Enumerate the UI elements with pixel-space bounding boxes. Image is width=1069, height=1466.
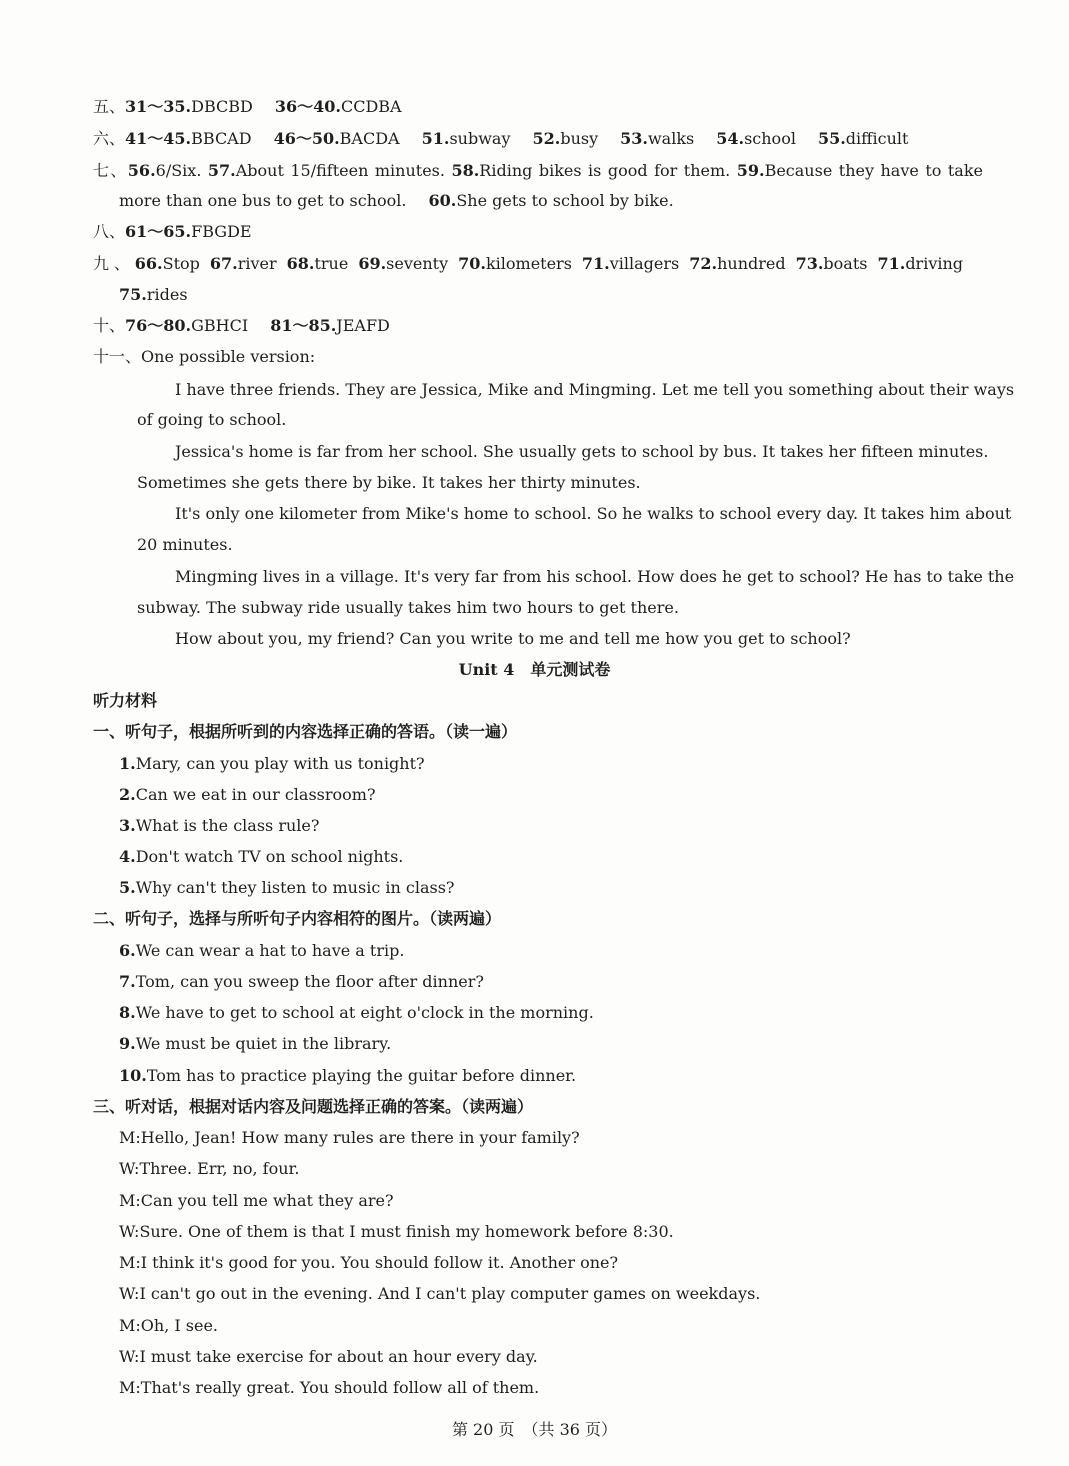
answer-line-7: 七、56.6/Six. 57.About 15/fifteen minutes. 58.Riding bikes is good for them. 59.Because they have to take <box>93 161 983 180</box>
dialogue-line: M:Oh, I see. <box>119 1316 219 1335</box>
part2-item: 8.We have to get to school at eight o'clock in the morning. <box>119 1003 594 1022</box>
essay-p4-line2: subway. The subway ride usually takes him two hours to get there. <box>137 598 679 617</box>
part2-item: 6.We can wear a hat to have a trip. <box>119 941 405 960</box>
dialogue-line: M:I think it's good for you. You should follow it. Another one? <box>119 1253 619 1272</box>
essay-p1-line2: of going to school. <box>137 410 287 429</box>
part2-item: 10.Tom has to practice playing the guitar before dinner. <box>119 1066 577 1085</box>
part1-item: 1.Mary, can you play with us tonight? <box>119 754 425 773</box>
essay-p5: How about you, my friend? Can you write to me and tell me how you get to school? <box>175 629 851 648</box>
essay-p2-line1: Jessica's home is far from her school. She usually gets to school by bus. It takes her fifteen minutes. <box>175 442 989 461</box>
listening-heading: 听力材料 <box>93 691 158 710</box>
dialogue-line: W:I can't go out in the evening. And I can't play computer games on weekdays. <box>119 1284 761 1303</box>
part2-item: 9.We must be quiet in the library. <box>119 1034 392 1053</box>
part1-item: 2.Can we eat in our classroom? <box>119 785 376 804</box>
answer-line-11: 十一、One possible version: <box>93 347 316 366</box>
dialogue-line: W:I must take exercise for about an hour every day. <box>119 1347 538 1366</box>
dialogue-line: M:That's really great. You should follow all of them. <box>119 1378 540 1397</box>
essay-p3-line2: 20 minutes. <box>137 535 233 554</box>
dialogue-line: M:Hello, Jean! How many rules are there in your family? <box>119 1128 580 1147</box>
page-number: 第 20 页 （共 36 页） <box>451 1420 618 1439</box>
essay-p3-line1: It's only one kilometer from Mike's home to school. So he walks to school every day. It takes him about <box>175 504 1012 523</box>
dialogue-line: W:Three. Err, no, four. <box>119 1159 300 1178</box>
answer-line-8: 八、61～65.FBGDE <box>93 222 252 241</box>
answer-line-7-cont: more than one bus to get to school. 60.She gets to school by bike. <box>119 191 674 210</box>
essay-p2-line2: Sometimes she gets there by bike. It takes her thirty minutes. <box>137 473 641 492</box>
part1-heading: 一、听句子，根据所听到的内容选择正确的答语。（读一遍） <box>93 722 518 741</box>
essay-p1-line1: I have three friends. They are Jessica, Mike and Mingming. Let me tell you something about their ways <box>175 380 1015 399</box>
part1-item: 4.Don't watch TV on school nights. <box>119 847 404 866</box>
answer-line-10: 十、76～80.GBHCI 81～85.JEAFD <box>93 316 390 335</box>
answer-line-6: 六、41～45.BBCAD 46～50.BACDA 51.subway 52.busy 53.walks 54.school 55.difficult <box>93 129 909 148</box>
answer-line-9: 九、66.Stop 67.river 68.true 69.seventy 70.kilometers 71.villagers 72.hundred 73.boats 71.driving <box>93 254 964 273</box>
part1-item: 5.Why can't they listen to music in class? <box>119 878 455 897</box>
dialogue-line: M:Can you tell me what they are? <box>119 1191 394 1210</box>
essay-p4-line1: Mingming lives in a village. It's very far from his school. How does he get to school? He has to take the <box>175 567 1015 586</box>
dialogue-line: W:Sure. One of them is that I must finish my homework before 8:30. <box>119 1222 674 1241</box>
unit-title: Unit 4 单元测试卷 <box>458 660 611 679</box>
part1-item: 3.What is the class rule? <box>119 816 320 835</box>
answer-line-9-cont: 75.rides <box>119 285 188 304</box>
part2-item: 7.Tom, can you sweep the floor after dinner? <box>119 972 484 991</box>
answer-line-5: 五、31～35.DBCBD 36～40.CCDBA <box>93 97 402 116</box>
part3-heading: 三、听对话，根据对话内容及问题选择正确的答案。（读两遍） <box>93 1097 534 1116</box>
part2-heading: 二、听句子，选择与所听句子内容相符的图片。（读两遍） <box>93 909 502 928</box>
